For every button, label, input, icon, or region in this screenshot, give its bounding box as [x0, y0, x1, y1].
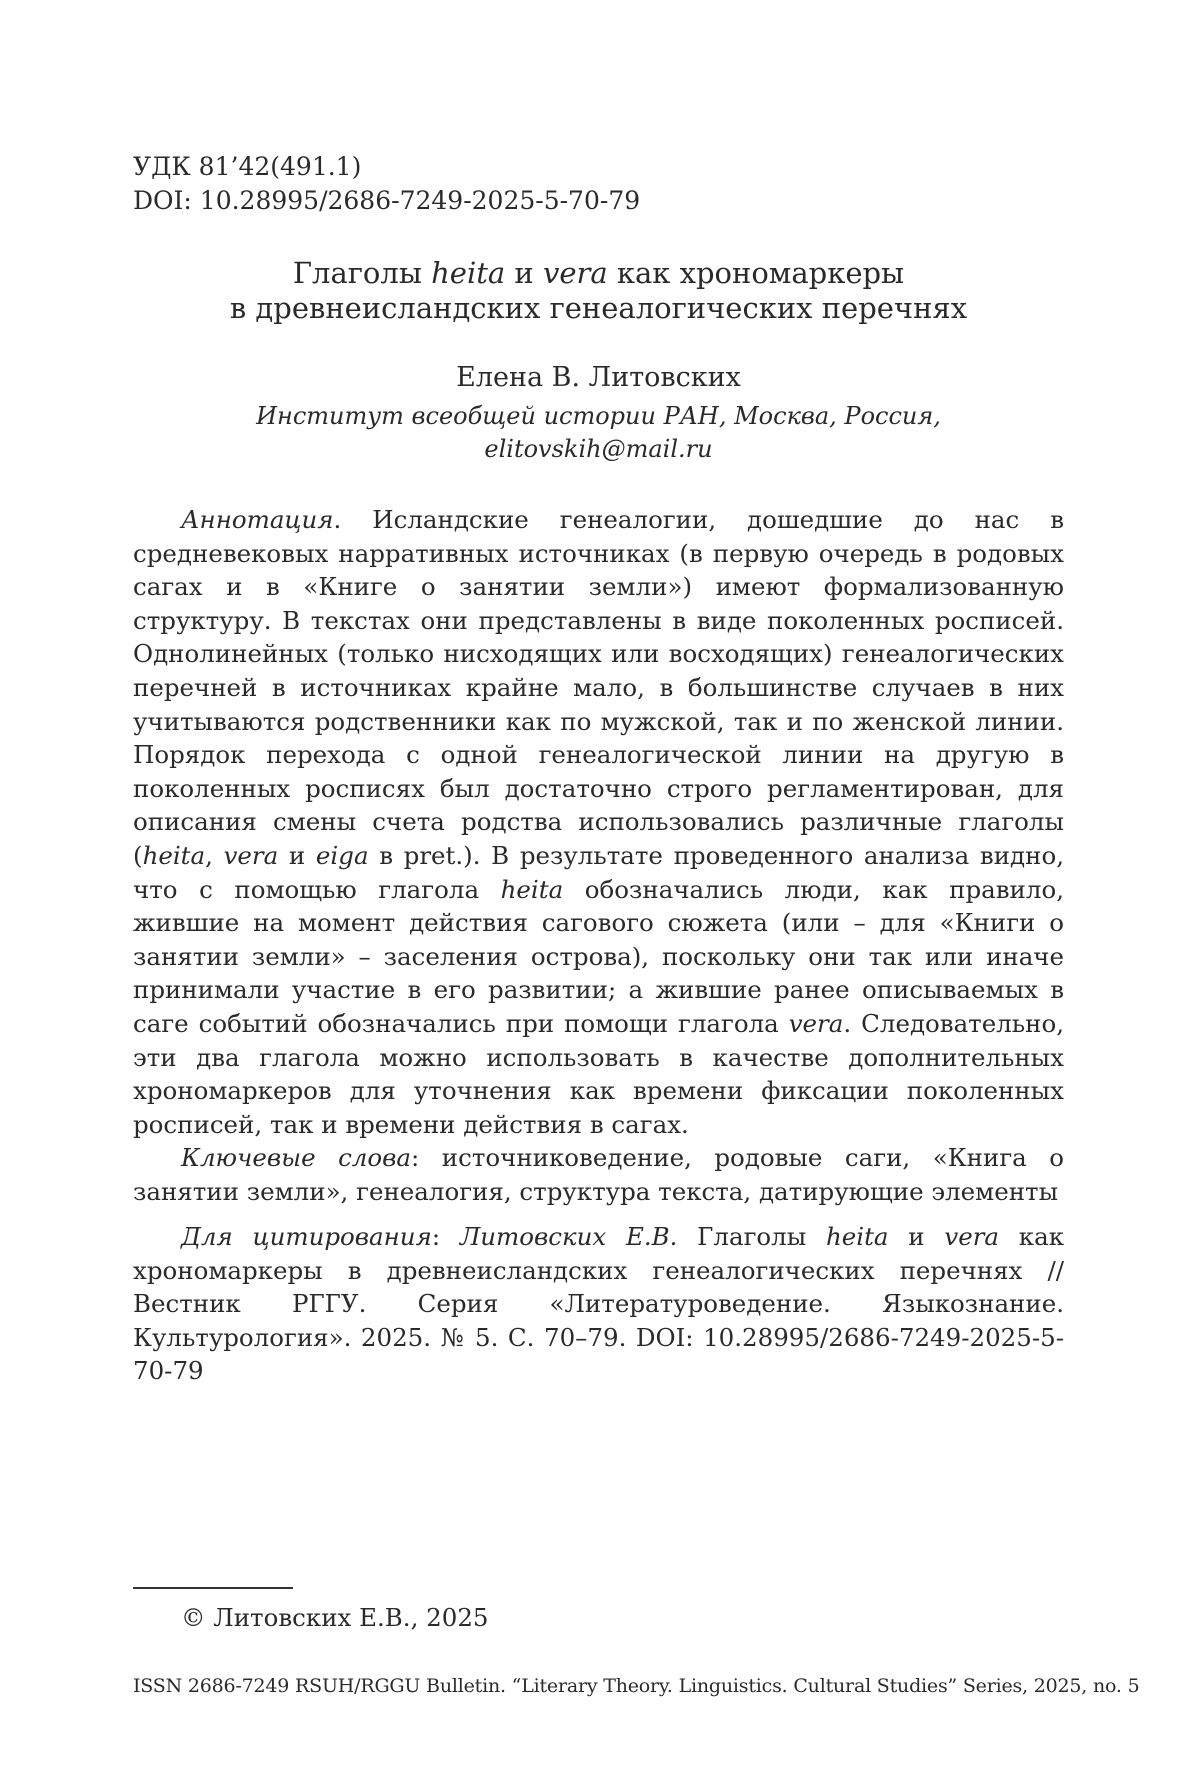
citation-paragraph: Для цитирования: Литовских Е.В. Глаголы heita и vera как хрономаркеры в древнеисландских генеалогических перечнях // Вестник РГГУ. Серия «Литературоведение. Языкознание. Культурология». 2025. № 5. С. 70–79. DOI: 10.28995/2686-7249-2025-5-70-79 [133, 1222, 1065, 1386]
running-footer: ISSN 2686-7249 RSUH/RGGU Bulletin. “Literary Theory. Linguistics. Cultural Studies” Series, 2025, no. 5 [133, 1675, 1140, 1697]
copyright-notice: © Литовских Е.В., 2025 [181, 1603, 489, 1632]
abstract [133, 503, 1064, 1208]
article-page [133, 0, 1140, 1780]
author-name: Елена В. Литовских [456, 362, 741, 393]
author-email: elitovskih@mail.ru [484, 435, 713, 463]
citation-block [133, 1220, 1064, 1388]
doi: DOI: 10.28995/2686-7249-2025-5-70-79 [133, 186, 641, 215]
footnote-divider [133, 1587, 293, 1589]
keywords-label: Ключевые слова [181, 1143, 412, 1173]
title-line-1: Глаголы heita и vera как хрономаркеры [292, 256, 905, 290]
udk-code: УДК 81’42(491.1) [133, 152, 362, 181]
citation-label: Для цитирования [181, 1222, 432, 1251]
term-heita: heita [431, 256, 506, 290]
keywords-paragraph: Ключевые слова: источниковедение, родовые саги, «Книга о занятии земли», генеалогия, структура текста, датирующие элементы [133, 1143, 1065, 1206]
title-line-2: в древнеисландских генеалогических перечнях [229, 291, 968, 325]
abstract-paragraph: Аннотация. Исландские генеалогии, дошедшие до нас в средневековых нарративных источниках (в первую очередь в родовых сагах и в «Книге о занятии земли») имеют формализованную структуру. В текстах они представлены в виде поколенных росписей. Однолинейных (только нисходящих или восходящих) генеалогических перечней в источниках крайне мало, в большинстве случаев в них учитываются родственники как по мужской, так и по женской линии. Порядок перехода с одной генеалогической линии на другую в поколенных росписях был достаточно строго регламентирован, для описания смены счета родства использовались различные глаголы (heita, vera и eiga в pret.). В результате проведенного анализа видно, что с помощью глагола heita обозначались люди, как правило, жившие на момент действия сагового сюжета (или – для «Книги о занятии земли» – заселения острова), поскольку они так или иначе принимали участие в его развитии; а жившие ранее описываемых в саге событий обозначались при помощи глагола vera. Следовательно, эти два глагола можно использовать в качестве дополнительных хрономаркеров для уточнения как времени фиксации поколенных росписей, так и времени действия в сагах. [133, 505, 1065, 1139]
author-affiliation [133, 400, 1064, 466]
article-title [133, 256, 1064, 326]
affiliation: Институт всеобщей истории РАН, Москва, Россия, [256, 402, 941, 430]
abstract-label: Аннотация [181, 505, 334, 534]
header-identifiers [133, 150, 640, 218]
term-vera: vera [542, 256, 608, 290]
